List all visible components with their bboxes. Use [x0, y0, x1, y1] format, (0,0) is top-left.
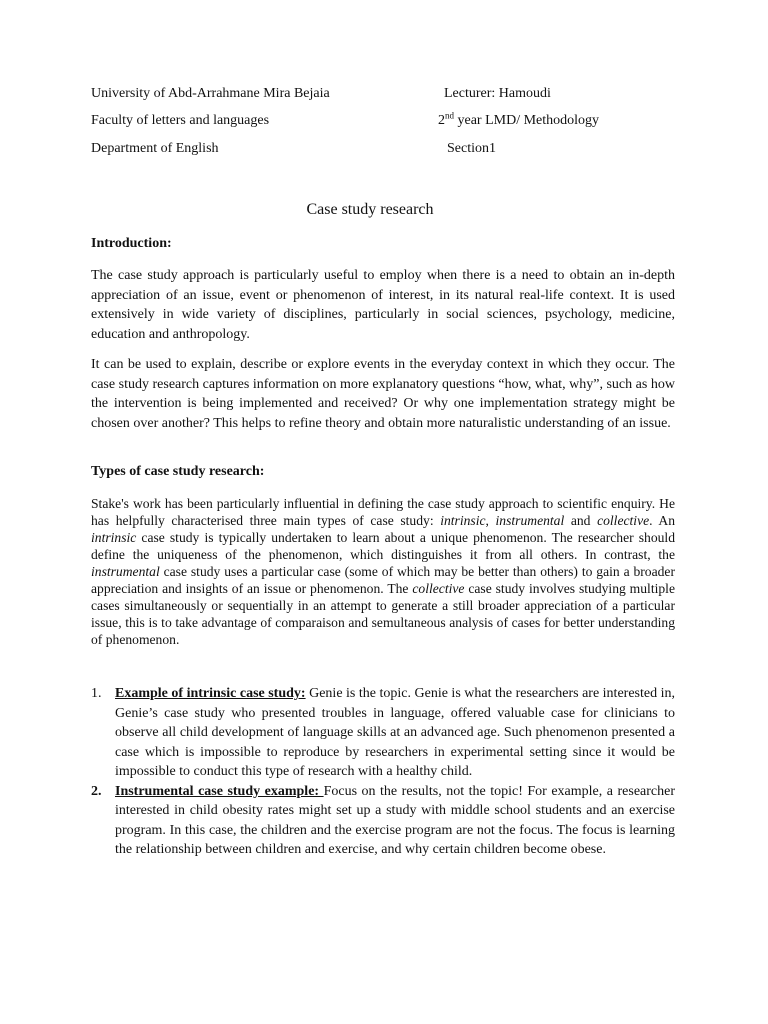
types-heading: Types of case study research:: [91, 464, 265, 479]
introduction-heading: Introduction:: [91, 236, 172, 251]
list-item-label: Example of intrinsic case study:: [115, 686, 306, 701]
list-item-number: 2.: [91, 783, 102, 799]
term-instrumental: instrumental: [91, 564, 160, 579]
introduction-paragraph-1: The case study approach is particularly useful to employ when there is a need to obtain an in-depth appreciation of an issue, event or phenomenon of interest, in its natural real-life context. It is used extensively in wide variety of disciplines, particularly in social sciences, psychology, medicine, education and anthropology.: [91, 268, 675, 342]
header-faculty: Faculty of letters and languages: [91, 113, 270, 128]
types-paragraph: [91, 495, 675, 648]
term-collective: collective: [597, 513, 650, 528]
header-lecturer: Lecturer: Hamoudi: [444, 86, 551, 101]
list-item-text: Focus on the results, not the topic! For example, a researcher interested in child obesity rates might set up a study with middle school students and an exercise program. In this case, the children and the exercise program are not the focus. The focus is learning the relationship between children and exercise, and why certain children become obese.: [115, 783, 675, 857]
types-separator: ,: [485, 513, 496, 528]
list-item: [91, 684, 675, 782]
types-text-3: case study is typically undertaken to learn about a unique phenomenon. The researcher should define the uniqueness of the phenomenon, which distinguishes it from all others. In contrast, the: [91, 530, 675, 562]
types-and: and: [564, 513, 598, 528]
header-year-suffix: nd: [445, 110, 454, 121]
term-instrumental: instrumental: [495, 513, 565, 528]
document-title: Case study research: [306, 201, 434, 218]
header-year-course: [438, 110, 600, 129]
term-intrinsic: intrinsic: [440, 513, 486, 528]
header-university: University of Abd-Arrahmane Mira Bejaia: [91, 86, 330, 101]
list-item-text: Genie is the topic. Genie is what the researchers are interested in, Genie’s case study who presented troubles in language, offered valuable case for clinicians to observe all child development of language skills at an advanced age. Such phenomenon presented a case which is impossible to reproduce by researchers in experimental setting since it would be impossible to conduct this type of research with a healthy child.: [115, 686, 675, 779]
header-department: Department of English: [91, 141, 219, 156]
types-text-1: Stake's work has been particularly influential in defining the case study approach to scientific enquiry. He has helpfully characterised three main types of case study:: [91, 496, 675, 528]
introduction-paragraph-2: It can be used to explain, describe or explore events in the everyday context in which they occur. The case study research captures information on more explanatory questions “how, what, why”, such as how the intervention is being implemented and received? Or why one implementation strategy might be chosen over another? This helps to refine theory and obtain more naturalistic understanding of an issue.: [91, 357, 675, 431]
types-text-4: case study uses a particular case (some of which may be better than others) to gain a broader appreciation and insights of an issue or phenomenon. The: [91, 564, 675, 596]
examples-list: [91, 684, 675, 860]
list-item: [91, 782, 675, 860]
header-section: Section1: [447, 141, 496, 156]
list-item-label: Instrumental case study example:: [115, 783, 324, 799]
term-collective: collective: [412, 581, 465, 596]
types-text-5: case study involves studying multiple cases simultaneously or sequentially in an attempt to generate a still broader appreciation of a particular issue, this is to take advantage of comparaison and semultaneous analysis of cases for better understanding of phenomenon.: [91, 581, 675, 647]
term-intrinsic: intrinsic: [91, 530, 137, 545]
header-year-course-text: year LMD/ Methodology: [454, 113, 600, 128]
types-text-2: . An: [649, 513, 676, 528]
list-item-number: 1.: [91, 686, 102, 701]
header-year-number: 2: [438, 113, 445, 128]
